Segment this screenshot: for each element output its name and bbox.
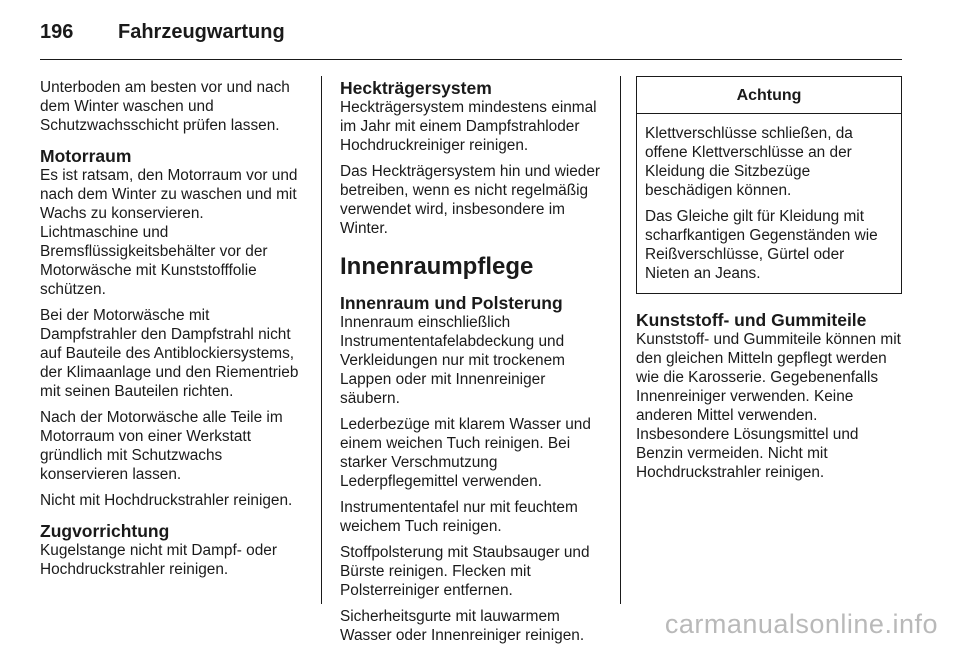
page-header bbox=[40, 18, 902, 46]
site-watermark: carmanualsonline.info bbox=[664, 609, 938, 639]
innenraum-paragraph-3: Instrumententafel nur mit feuchtem weichem Tuch reinigen. bbox=[340, 499, 578, 535]
header-rule bbox=[40, 59, 902, 60]
column-left bbox=[40, 78, 306, 586]
heading-motorraum: Motorraum bbox=[40, 146, 132, 166]
page-title: Fahrzeugwartung bbox=[118, 21, 285, 43]
heading-zugvorrichtung: Zugvorrichtung bbox=[40, 521, 170, 541]
heading-innenraum-polsterung: Innenraum und Polsterung bbox=[340, 293, 563, 313]
column-middle bbox=[340, 78, 606, 652]
heading-heckträgersystem: Heckträgersystem bbox=[340, 78, 492, 98]
caution-paragraph-2: Das Gleiche gilt für Kleidung mit scharfkantigen Gegenständen wie Reißverschlüsse, Gürtel oder Nieten an Jeans. bbox=[645, 208, 878, 282]
innenraum-paragraph-5: Sicherheitsgurte mit lauwarmem Wasser oder Innenreiniger reinigen. bbox=[340, 608, 585, 644]
column-divider-right bbox=[620, 76, 621, 604]
heckträger-paragraph-2: Das Heckträgersystem hin und wieder betreiben, wenn es nicht regelmäßig verwendet wird, insbesondere im Winter. bbox=[340, 163, 601, 237]
motorraum-paragraph-1: Es ist ratsam, den Motorraum vor und nach dem Winter zu waschen und mit Wachs zu konservieren. Lichtmaschine und Bremsflüssigkeitsbehälter vor der Motorwäsche mit Kunststofffolie schützen. bbox=[40, 167, 298, 298]
caution-body bbox=[637, 114, 901, 293]
column-divider-left bbox=[321, 76, 322, 604]
caution-paragraph-1: Klettverschlüsse schließen, da offene Klettverschlüsse an der Kleidung die Sitzbezüge beschädigen können. bbox=[645, 125, 853, 199]
caution-box bbox=[636, 76, 902, 294]
caution-title: Achtung bbox=[637, 77, 901, 114]
intro-paragraph: Unterboden am besten vor und nach dem Winter waschen und Schutzwachsschicht prüfen lassen. bbox=[40, 79, 290, 134]
zugvorrichtung-paragraph-1: Kugelstange nicht mit Dampf- oder Hochdruckstrahler reinigen. bbox=[40, 542, 277, 578]
heckträger-paragraph-1: Heckträgersystem mindestens einmal im Jahr mit einem Dampfstrahloder Hochdruckreiniger reinigen. bbox=[340, 99, 597, 154]
motorraum-paragraph-3: Nach der Motorwäsche alle Teile im Motorraum von einer Werkstatt gründlich mit Schutzwachs konservieren lassen. bbox=[40, 409, 283, 483]
heading-kunststoff-gummiteile: Kunststoff- und Gummiteile bbox=[636, 310, 867, 330]
innenraum-paragraph-1: Innenraum einschließlich Instrumententafelabdeckung und Verkleidungen nur mit trockenem Lappen oder mit Innenreiniger säubern. bbox=[340, 314, 565, 407]
page-number: 196 bbox=[40, 21, 74, 43]
motorraum-paragraph-2: Bei der Motorwäsche mit Dampfstrahler den Dampfstrahl nicht auf Bauteile des Antiblockiersystems, der Klimaanlage und den Riementrieb mit seinen Bauteilen richten. bbox=[40, 307, 299, 400]
motorraum-paragraph-4: Nicht mit Hochdruckstrahler reinigen. bbox=[40, 492, 293, 509]
column-right bbox=[636, 78, 902, 489]
innenraum-paragraph-4: Stoffpolsterung mit Staubsauger und Bürste reinigen. Flecken mit Polsterreiniger entfernen. bbox=[340, 544, 590, 599]
innenraum-paragraph-2: Lederbezüge mit klarem Wasser und einem weichen Tuch reinigen. Bei starker Verschmutzung Lederpflegemittel verwenden. bbox=[340, 416, 591, 490]
kunststoff-paragraph-1: Kunststoff- und Gummiteile können mit den gleichen Mitteln gepflegt werden wie die Karosserie. Gegebenenfalls Innenreiniger verwenden. Keine anderen Mittel verwenden. Insbesondere Lösungsmittel und Benzin vermeiden. Nicht mit Hochdruckstrahler reinigen. bbox=[636, 331, 901, 481]
section-title-innenraumpflege: Innenraumpflege bbox=[340, 253, 534, 280]
